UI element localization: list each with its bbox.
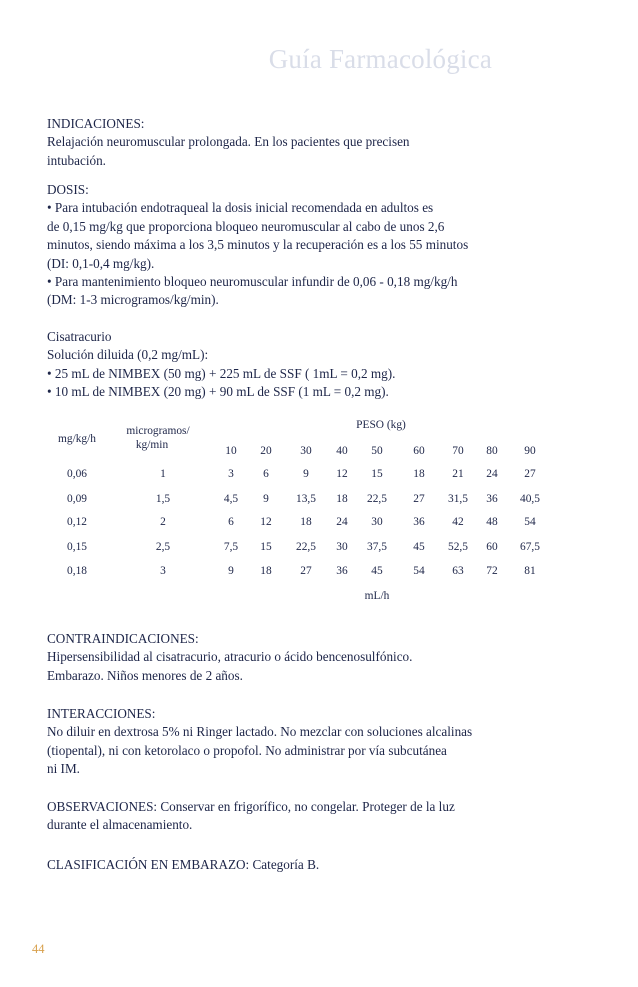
weight-header-cell: 90 (524, 445, 536, 457)
page-header-title: Guía Farmacológica (268, 44, 492, 74)
weight-header-cell: 60 (413, 445, 425, 457)
table-cell-mgkgh: 0,06 (67, 468, 87, 480)
table-cell-mgkgh: 0,15 (67, 541, 87, 553)
table-cell-value: 54 (413, 565, 425, 577)
table-cell-mgkgh: 0,18 (67, 565, 87, 577)
table-cell-value: 24 (336, 516, 348, 528)
weight-header-cell: 70 (452, 445, 464, 457)
table-cell-value: 36 (336, 565, 348, 577)
section-heading: INTERACCIONES: (47, 706, 156, 721)
table-cell-value: 42 (452, 516, 464, 528)
clasificacion-section (47, 856, 527, 874)
table-cell-value: 15 (260, 541, 272, 553)
table-cell-value: 22,5 (367, 493, 387, 505)
table-cell-value: 52,5 (448, 541, 468, 553)
weight-header-cell: 80 (486, 445, 498, 457)
table-cell-mgkgh: 0,12 (67, 516, 87, 528)
table-cell-value: 9 (263, 493, 269, 505)
table-cell-value: 22,5 (296, 541, 316, 553)
table-cell-value: 24 (486, 468, 498, 480)
table-cell-value: 54 (524, 516, 536, 528)
text-line: minutos, siendo máxima a los 3,5 minutos y la recuperación es a los 55 minutos (47, 237, 469, 253)
table-cell-mcg: 2 (160, 516, 166, 528)
table-cell-value: 9 (303, 468, 309, 480)
table-cell-mcg: 2,5 (155, 541, 171, 553)
weight-header-cell: 20 (260, 445, 272, 457)
peso-header: PESO (kg) (356, 419, 406, 431)
table-cell-value: 27 (413, 493, 425, 505)
section-heading: INDICACIONES: (47, 116, 145, 131)
table-cell-value: 7,5 (223, 541, 239, 553)
table-cell-value: 40,5 (520, 493, 540, 505)
table-cell-value: 45 (371, 565, 383, 577)
table-cell-value: 72 (486, 565, 498, 577)
table-cell-value: 15 (371, 468, 383, 480)
table-cell-value: 6 (228, 516, 234, 528)
text-line: durante el almacenamiento. (47, 817, 193, 833)
text-line: Solución diluida (0,2 mg/mL): (47, 347, 209, 363)
text-line: • Para intubación endotraqueal la dosis inicial recomendada en adultos es (47, 200, 434, 216)
text-line: Hipersensibilidad al cisatracurio, atracurio o ácido bencenosulfónico. (47, 649, 413, 665)
observaciones-section (47, 798, 527, 835)
unit-footer: mL/h (364, 590, 390, 602)
text-line: ni IM. (47, 761, 80, 777)
table-cell-value: 36 (413, 516, 425, 528)
weight-header-cell: 30 (300, 445, 312, 457)
text-line: No diluir en dextrosa 5% ni Ringer lactado. No mezclar con soluciones alcalinas (47, 724, 473, 740)
text-line: intubación. (47, 152, 106, 168)
table-cell-mcg: 1 (160, 468, 166, 480)
table-cell-value: 60 (486, 541, 498, 553)
table-cell-value: 21 (452, 468, 464, 480)
table-cell-value: 81 (524, 565, 536, 577)
table-cell-value: 48 (486, 516, 498, 528)
table-cell-value: 13,5 (296, 493, 316, 505)
table-cell-value: 36 (486, 493, 498, 505)
table-cell-value: 18 (413, 468, 425, 480)
column-header-mcg: kg/min (135, 439, 169, 451)
text-line: de 0,15 mg/kg que proporciona bloqueo neuromuscular al cabo de unos 2,6 (47, 218, 445, 234)
text-line: OBSERVACIONES: Conservar en frigorífico, no congelar. Proteger de la luz (47, 799, 455, 814)
section-heading: CONTRAINDICACIONES: (47, 631, 199, 646)
section-heading: DOSIS: (47, 182, 89, 197)
text-line: CLASIFICACIÓN EN EMBARAZO: Categoría B. (47, 857, 320, 872)
weight-header-cell: 40 (336, 445, 348, 457)
table-cell-value: 37,5 (367, 541, 387, 553)
text-line: • Para mantenimiento bloqueo neuromuscular infundir de 0,06 - 0,18 mg/kg/h (47, 274, 458, 290)
table-cell-value: 45 (413, 541, 425, 553)
table-cell-value: 18 (260, 565, 272, 577)
table-cell-value: 30 (371, 516, 383, 528)
column-header-mgkgh: mg/kg/h (58, 433, 96, 445)
table-cell-value: 18 (336, 493, 348, 505)
table-cell-value: 30 (336, 541, 348, 553)
table-cell-value: 27 (524, 468, 536, 480)
text-line: (tiopental), ni con ketorolaco o propofol. No administrar por vía subcutánea (47, 742, 447, 758)
text-line: • 25 mL de NIMBEX (50 mg) + 225 mL de SSF ( 1mL = 0,2 mg). (47, 365, 396, 381)
table-cell-mgkgh: 0,09 (67, 493, 87, 505)
text-line: Cisatracurio (47, 329, 112, 344)
interacciones-section (47, 705, 527, 779)
weight-header-cell: 50 (371, 445, 383, 457)
table-cell-value: 12 (260, 516, 272, 528)
table-cell-value: 3 (228, 468, 234, 480)
weight-header-cell: 10 (225, 445, 237, 457)
table-cell-mcg: 3 (160, 565, 166, 577)
column-header-mcg: microgramos/ (126, 425, 190, 437)
text-line: • 10 mL de NIMBEX (20 mg) + 90 mL de SSF (1 mL = 0,2 mg). (47, 384, 389, 400)
table-cell-value: 6 (263, 468, 269, 480)
table-cell-value: 9 (228, 565, 234, 577)
table-cell-mcg: 1,5 (155, 493, 171, 505)
text-line: Embarazo. Niños menores de 2 años. (47, 667, 243, 683)
text-line: Relajación neuromuscular prolongada. En los pacientes que precisen (47, 134, 410, 150)
page-number: 44 (32, 942, 45, 956)
contraindicaciones-section (47, 630, 527, 685)
table-cell-value: 4,5 (223, 493, 239, 505)
table-cell-value: 12 (336, 468, 348, 480)
text-line: (DI: 0,1-0,4 mg/kg). (47, 255, 155, 271)
table-cell-value: 67,5 (520, 541, 540, 553)
table-cell-value: 18 (300, 516, 312, 528)
table-cell-value: 27 (300, 565, 312, 577)
table-cell-value: 31,5 (448, 493, 468, 505)
text-line: (DM: 1-3 microgramos/kg/min). (47, 292, 219, 308)
table-cell-value: 63 (452, 565, 464, 577)
